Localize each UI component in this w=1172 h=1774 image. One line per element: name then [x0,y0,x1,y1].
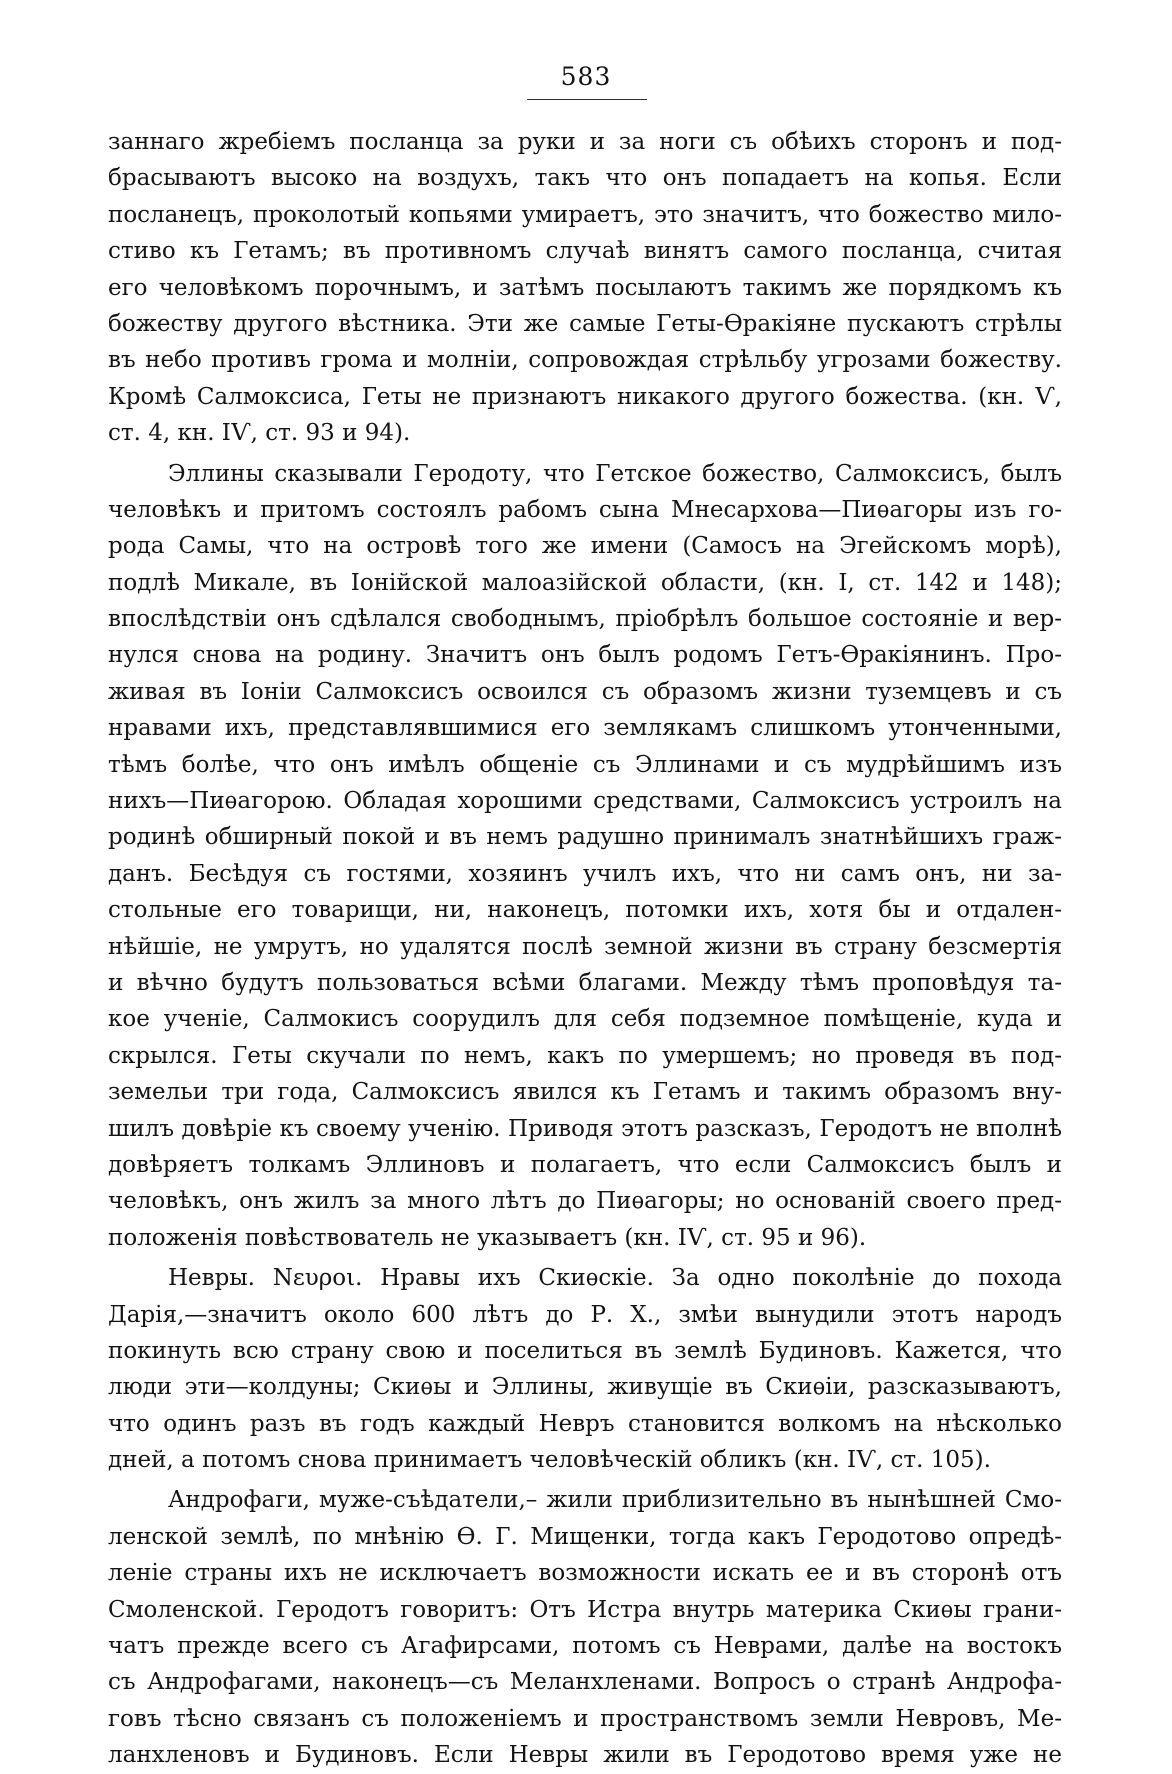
body-text [108,124,1062,1774]
text-line: заннаго жребіемъ посланца за руки и за ноги съ обѣихъ сторонъ и под- [108,129,1062,155]
text-line: родинѣ обширный покой и въ немъ радушно принималъ знатнѣйшихъ граж- [108,824,1062,851]
text-line: ст. 4, кн. IѴ, ст. 93 и 94). [108,420,411,447]
text-line: нихъ—Пиѳагорою. Обладая хорошими средствами, Салмоксисъ устроилъ на [108,788,1062,815]
text-line: рода Самы, что на островѣ того же имени (Самосъ на Эгейскомъ морѣ), [108,533,1062,560]
text-line: Кромѣ Салмоксиса, Геты не признаютъ никакого другого божества. (кн. Ѵ, [108,383,1062,410]
text-line: подлѣ Микале, въ Іонійской малоазійской области, (кн. I, ст. 142 и 148); [108,569,1062,596]
text-line: Эллины сказывали Геродоту, что Гетское божество, Салмоксисъ, былъ [168,460,1062,487]
text-line: люди эти—колдуны; Скиѳы и Эллины, живущіе въ Скиѳіи, разсказываютъ, [108,1374,1062,1401]
text-line: леніе страны ихъ не исключаетъ возможности искать ее и въ сторонѣ отъ [108,1560,1062,1587]
page-number: 583 [560,62,612,91]
text-line: его человѣкомъ порочнымъ, и затѣмъ посылаютъ такимъ же порядкомъ къ [108,274,1062,301]
text-line: говъ тѣсно связанъ съ положеніемъ и пространствомъ земли Невровъ, Ме- [108,1705,1062,1732]
text-line: скрылся. Геты скучали по немъ, какъ по умершемъ; но проведя въ под- [108,1042,1062,1069]
text-line: чатъ прежде всего съ Агафирсами, потомъ съ Неврами, далѣе на востокъ [108,1633,1062,1660]
text-line: дней, а потомъ снова принимаетъ человѣческій обликъ (кн. IѴ, ст. 105). [108,1447,991,1474]
text-line: божеству другого вѣстника. Эти же самые Геты-Ѳракіяне пускаютъ стрѣлы [108,310,1062,337]
text-line: стольные его товарищи, ни, наконецъ, потомки ихъ, хотя бы и отдален- [108,897,1062,924]
text-line: тѣмъ болѣе, что онъ имѣлъ общеніе съ Эллинами и съ мудрѣйшимъ изъ [108,751,1062,778]
text-line: Невры. Νευροι. Нравы ихъ Скиѳскіе. За одно поколѣніе до похода [168,1265,1062,1292]
text-line: стиво къ Гетамъ; въ противномъ случаѣ винятъ самого посланца, считая [108,238,1062,265]
text-line: человѣкъ и притомъ состоялъ рабомъ сына Мнесархова—Пиѳагоры изъ го- [108,496,1062,523]
text-line: нулся снова на родину. Значитъ онъ былъ родомъ Гетъ-Ѳракіянинъ. Про- [108,642,1062,669]
text-line: и вѣчно будутъ пользоваться всѣми благами. Между тѣмъ проповѣдуя та- [108,969,1062,996]
text-line: что одинъ разъ въ годъ каждый Невръ становится волкомъ на нѣсколько [108,1410,1062,1437]
paragraph-neuri [108,1260,1062,1478]
page-number-rule [527,99,647,100]
text-line: посланецъ, проколотый копьями умираетъ, это значитъ, что божество мило- [108,201,1062,228]
text-line: съ Андрофагами, наконецъ—съ Меланхленами. Вопросъ о странѣ Андрофа- [108,1669,1062,1696]
text-line: положенія повѣствователь не указываетъ (кн. IѴ, ст. 95 и 96). [108,1224,867,1251]
text-line: въ небо противъ грома и молніи, сопровождая стрѣльбу угрозами божеству. [108,347,1062,374]
text-line: брасываютъ высоко на воздухъ, такъ что онъ попадаетъ на копья. Если [108,165,1062,192]
text-line: земельи три года, Салмоксисъ явился къ Гетамъ и такимъ образомъ вну- [108,1079,1062,1106]
paragraph-androphagi [108,1482,1062,1773]
text-line: шилъ довѣріе къ своему ученію. Приводя этотъ разсказъ, Геродотъ не вполнѣ [108,1115,1062,1142]
text-line: Смоленской. Геродотъ говоритъ: Отъ Истра внутрь материка Скиѳы грани- [108,1596,1062,1623]
text-line: нравами ихъ, представлявшимися его землякамъ слишкомъ утонченными, [108,715,1062,742]
text-line: данъ. Бесѣдуя съ гостями, хозяинъ училъ ихъ, что ни самъ онъ, ни за- [108,860,1062,887]
text-line: человѣкъ, онъ жилъ за много лѣтъ до Пиѳагоры; но основаній своего пред- [108,1188,1062,1215]
text-line: Дарія,—значитъ около 600 лѣтъ до Р. Х., змѣи вынудили этотъ народъ [108,1301,1062,1328]
text-line: ленской землѣ, по мнѣнію Ѳ. Г. Мищенки, тогда какъ Геродотово опредѣ- [108,1523,1062,1550]
text-line: Андрофаги, муже-съѣдатели,– жили приблизительно въ нынѣшней Смо- [168,1487,1062,1514]
text-line: живая въ Іоніи Салмоксисъ освоился съ образомъ жизни туземцевъ и съ [108,678,1062,705]
text-line: ланхленовъ и Будиновъ. Если Невры жили въ Геродотово время уже не [108,1742,1062,1769]
text-line: покинуть всю страну свою и поселиться въ землѣ Будиновъ. Кажется, что [108,1337,1062,1364]
paragraph-salmoxis [108,456,1062,1257]
text-line: кое ученіе, Салмокисъ соорудилъ для себя подземное помѣщеніе, куда и [108,1006,1062,1033]
paragraph-getae-sacrifice [108,124,1062,452]
text-line: довѣряетъ толкамъ Эллиновъ и полагаетъ, что если Салмоксисъ былъ и [108,1151,1062,1178]
text-line: впослѣдствіи онъ сдѣлался свободнымъ, пріобрѣлъ большое состояніе и вер- [108,606,1062,633]
text-line: нѣйшіе, не умрутъ, но удалятся послѣ земной жизни въ страну безсмертія [108,933,1062,960]
